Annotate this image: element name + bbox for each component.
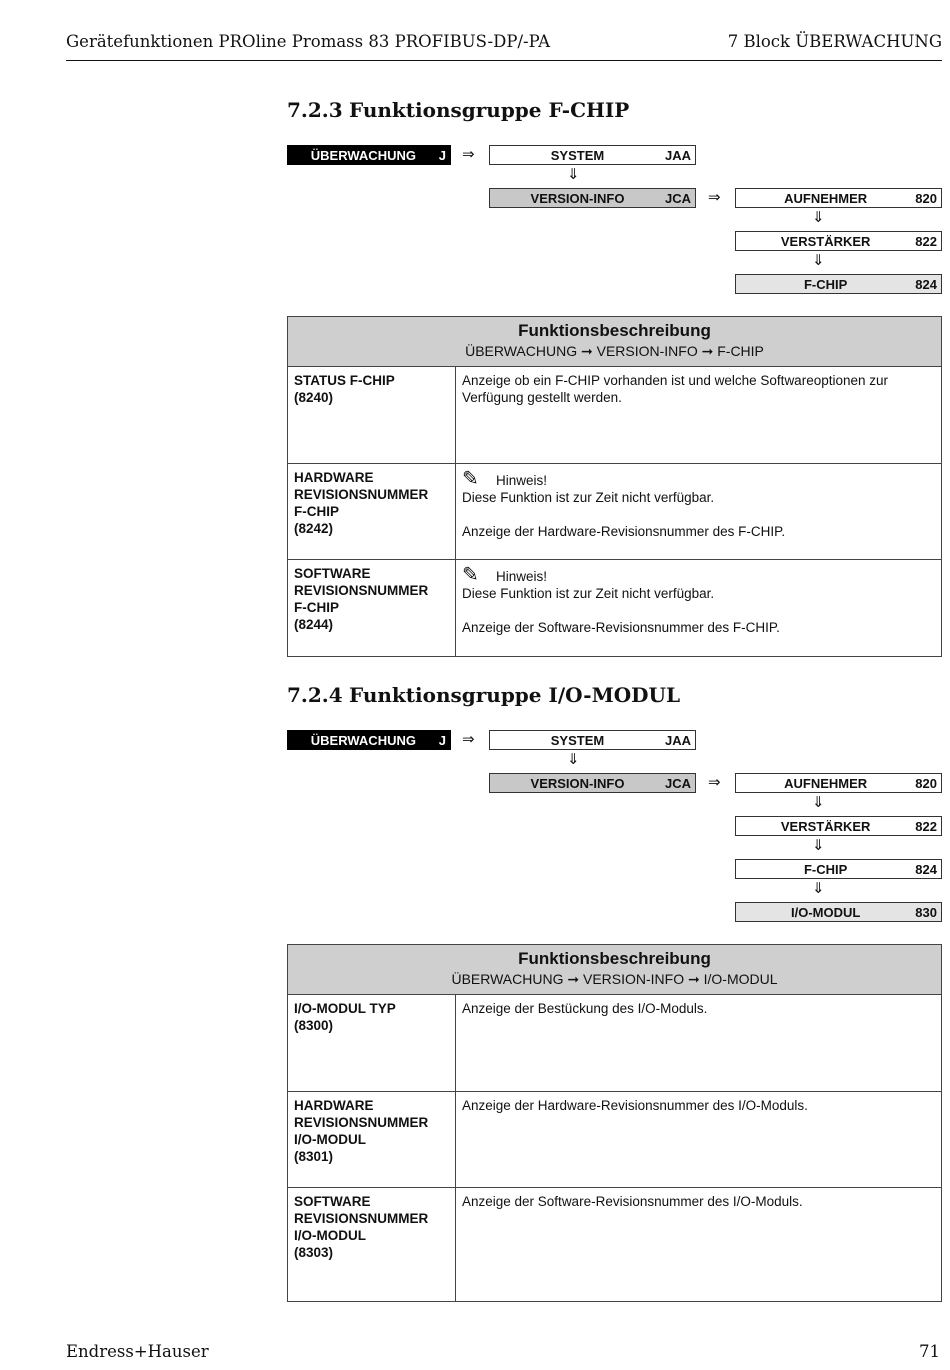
function-name-line: REVISIONSNUMMER [294,583,429,598]
function-description-table-io-modul [287,944,942,1302]
down-arrow-icon: ⇓ [567,166,580,183]
table-row [288,1188,941,1301]
function-description: Anzeige der Software-Revisionsnummer des F-CHIP. [462,620,780,635]
table-path: ÜBERWACHUNG ➞ VERSION-INFO ➞ F-CHIP [465,343,764,359]
nav-group-box [489,730,696,750]
nav-item-code: 822 [915,233,937,249]
table-row [288,367,941,464]
function-name-cell [288,464,456,559]
page-header-title: Gerätefunktionen PROline Promass 83 PROFIBUS-DP/-PA [66,32,551,51]
header-divider [66,60,942,61]
nav-block-box [287,145,451,165]
down-arrow-icon: ⇓ [567,751,580,768]
function-description: Anzeige der Software-Revisionsnummer des I/O-Moduls. [462,1194,803,1209]
function-code: (8242) [294,521,334,536]
function-name-line: REVISIONSNUMMER [294,487,429,502]
nav-item-box [735,773,942,793]
pencil-note-icon: ✎ [462,468,479,490]
nav-item-box [735,188,942,208]
right-arrow-icon: ⇒ [462,731,475,748]
function-name-line: HARDWARE [294,470,374,485]
nav-item-code: 824 [915,861,937,877]
function-description: Anzeige ob ein F-CHIP vorhanden ist und welche Softwareoptionen zur Verfügung gestellt werden. [462,373,889,405]
function-name-cell [288,1188,456,1301]
nav-group-label: SYSTEM [550,147,605,163]
down-arrow-icon: ⇓ [812,209,825,226]
down-arrow-icon: ⇓ [812,252,825,269]
function-name-line: I/O-MODUL [294,1132,366,1147]
nav-item-label: AUFNEHMER [784,190,868,206]
table-row [288,995,941,1092]
nav-block-code: J [438,732,446,748]
nav-block-code: J [438,147,446,163]
nav-item-box-active [735,902,942,922]
nav-sub-code: JCA [664,190,691,206]
function-description-cell [456,1092,941,1187]
function-name-line: I/O-MODUL [294,1228,366,1243]
nav-group-box [489,145,696,165]
function-description: Anzeige der Hardware-Revisionsnummer des I/O-Moduls. [462,1098,808,1113]
function-code: (8300) [294,1018,334,1033]
right-arrow-icon: ⇒ [462,146,475,163]
footer-brand: Endress+Hauser [66,1342,209,1361]
nav-group-label: SYSTEM [550,732,605,748]
function-description: Anzeige der Bestückung des I/O-Moduls. [462,1001,708,1016]
function-description-cell [456,1188,941,1301]
function-name-cell [288,367,456,463]
function-description: Anzeige der Hardware-Revisionsnummer des F-CHIP. [462,524,786,539]
table-path: ÜBERWACHUNG ➞ VERSION-INFO ➞ I/O-MODUL [451,971,778,987]
nav-item-code: 824 [915,276,937,292]
table-row [288,1092,941,1188]
section-title: Funktionsgruppe I/O-MODUL [349,683,681,707]
function-code: (8301) [294,1149,334,1164]
nav-block-box [287,730,451,750]
table-title: Funktionsbeschreibung [518,321,711,340]
function-code: (8240) [294,390,334,405]
nav-sub-box [489,188,696,208]
nav-sub-label: VERSION-INFO [530,190,625,206]
function-name-line: HARDWARE [294,1098,374,1113]
nav-item-label: VERSTÄRKER [780,818,871,834]
function-name-line: F-CHIP [294,504,339,519]
nav-item-code: 820 [915,775,937,791]
section-number: 7.2.4 [287,683,343,707]
section-heading-io-modul [287,683,680,707]
function-name-line: REVISIONSNUMMER [294,1211,429,1226]
function-description-table-f-chip [287,316,942,657]
nav-item-label: AUFNEHMER [784,775,868,791]
note-text: Diese Funktion ist zur Zeit nicht verfügbar. [462,490,715,505]
nav-item-label: F-CHIP [803,276,848,292]
table-header [288,945,941,995]
right-arrow-icon: ⇒ [708,774,721,791]
function-code: (8244) [294,617,334,632]
nav-sub-box [489,773,696,793]
function-name-line: SOFTWARE [294,1194,371,1209]
nav-item-label: I/O-MODUL [790,904,861,920]
function-name-cell [288,560,456,656]
nav-block-label: ÜBERWACHUNG [310,147,416,163]
function-name: STATUS F-CHIP [294,373,395,388]
function-description-cell [456,367,941,463]
table-row [288,464,941,560]
section-title: Funktionsgruppe F-CHIP [349,98,630,122]
table-row [288,560,941,656]
nav-item-box-active [735,274,942,294]
nav-sub-label: VERSION-INFO [530,775,625,791]
function-name-line: SOFTWARE [294,566,371,581]
right-arrow-icon: ⇒ [708,189,721,206]
nav-item-label: F-CHIP [803,861,848,877]
nav-item-box [735,859,942,879]
down-arrow-icon: ⇓ [812,837,825,854]
table-header [288,317,941,367]
table-title: Funktionsbeschreibung [518,949,711,968]
page-header-chapter: 7 Block ÜBERWACHUNG [727,32,942,51]
nav-item-label: VERSTÄRKER [780,233,871,249]
pencil-note-icon: ✎ [462,564,479,586]
section-number: 7.2.3 [287,98,343,122]
function-description-cell [456,464,941,559]
function-description-cell [456,560,941,656]
down-arrow-icon: ⇓ [812,794,825,811]
nav-group-code: JAA [664,147,691,163]
function-description-cell [456,995,941,1091]
note-text: Diese Funktion ist zur Zeit nicht verfügbar. [462,586,715,601]
nav-block-label: ÜBERWACHUNG [310,732,416,748]
nav-item-code: 830 [915,904,937,920]
nav-item-box [735,816,942,836]
section-heading-f-chip [287,98,629,122]
nav-group-code: JAA [664,732,691,748]
note-label: Hinweis! [496,569,548,584]
page-number: 71 [919,1342,940,1361]
function-code: (8303) [294,1245,334,1260]
nav-item-box [735,231,942,251]
nav-sub-code: JCA [664,775,691,791]
function-name: I/O-MODUL TYP [294,1001,396,1016]
function-name-cell [288,995,456,1091]
function-name-line: F-CHIP [294,600,339,615]
note-label: Hinweis! [496,473,548,488]
function-name-cell [288,1092,456,1187]
down-arrow-icon: ⇓ [812,880,825,897]
nav-item-code: 822 [915,818,937,834]
function-name-line: REVISIONSNUMMER [294,1115,429,1130]
nav-item-code: 820 [915,190,937,206]
